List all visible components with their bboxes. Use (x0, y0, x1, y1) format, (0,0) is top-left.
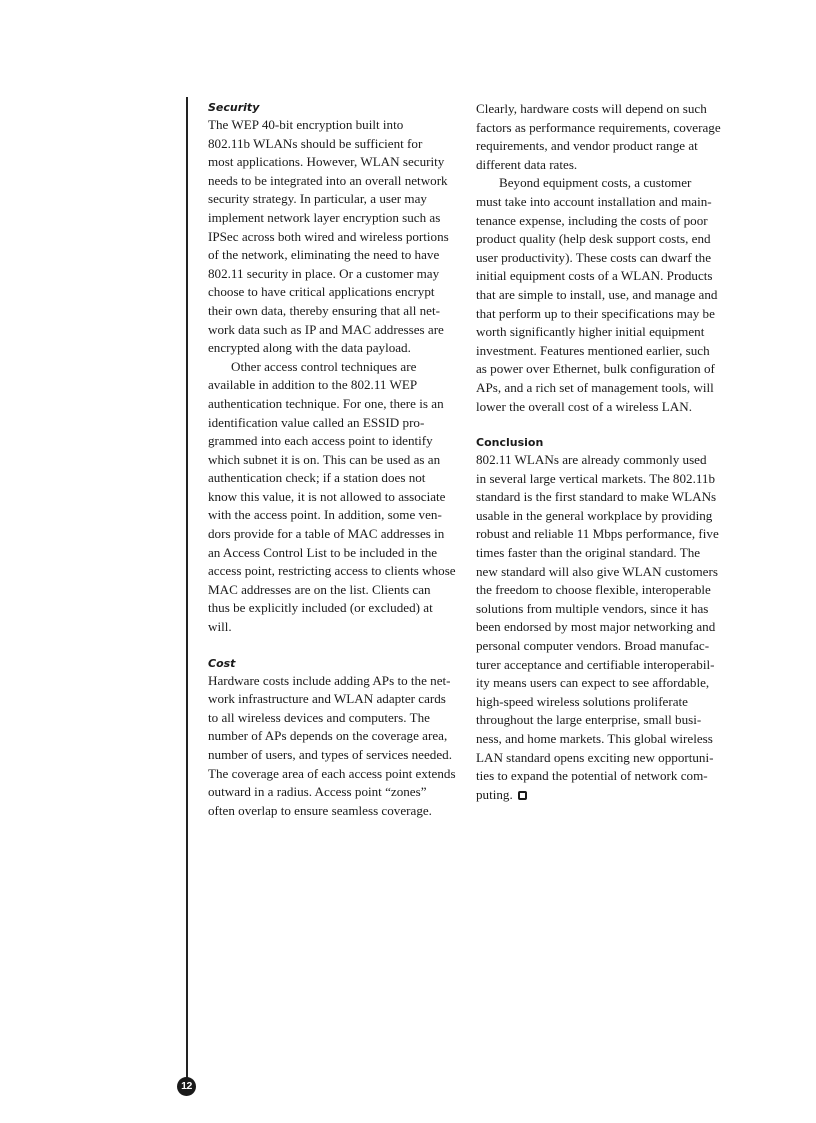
text-line: number of APs depends on the coverage area, (208, 728, 448, 744)
section-gap (476, 416, 730, 435)
text-line: been endorsed by most major networking and (476, 619, 716, 635)
text-line: Other access control techniques are (231, 358, 417, 374)
text-line: authentication technique. For one, there is an (208, 395, 444, 411)
text-line: 802.11b WLANs should be sufficient for (208, 135, 423, 151)
text-line: ties to expand the potential of network com- (476, 768, 708, 784)
text-line: LAN standard opens exciting new opportuni- (476, 749, 714, 765)
text-line: authentication check; if a station does not (208, 470, 426, 486)
text-line: identification value called an ESSID pro- (208, 414, 425, 430)
text-line: lower the overall cost of a wireless LAN. (476, 398, 692, 414)
text-line: outward in a radius. Access point “zones” (208, 784, 427, 800)
text-line: access point, restricting access to clients whose (208, 563, 456, 579)
text-line: product quality (help desk support costs, end (476, 231, 711, 247)
text-line: IPSec across both wired and wireless portions (208, 228, 449, 244)
text-line: 802.11 security in place. Or a customer may (208, 265, 440, 281)
text-line: with the access point. In addition, some ven- (208, 507, 442, 523)
text-line: encrypted along with the data payload. (208, 340, 411, 356)
paragraph (208, 672, 460, 821)
paragraph (476, 451, 730, 804)
text-line: an Access Control List to be included in the (208, 544, 438, 560)
text-line: initial equipment costs of a WLAN. Products (476, 268, 713, 284)
text-line: work data such as IP and MAC addresses are (208, 321, 444, 337)
text-line: often overlap to ensure seamless coverage. (208, 802, 432, 818)
paragraph (208, 116, 460, 358)
cost-heading: Cost (208, 656, 236, 670)
security-section-body (208, 116, 460, 637)
text-line: requirements, and vendor product range at (476, 138, 698, 154)
text-line: robust and reliable 11 Mbps performance, five (476, 526, 719, 542)
text-line: worth significantly higher initial equipment (476, 324, 705, 340)
text-line: that perform up to their specifications may be (476, 305, 715, 321)
text-line: new standard will also give WLAN customers (476, 563, 718, 579)
margin-rule (186, 97, 188, 1092)
text-line: in several large vertical markets. The 802.11b (476, 470, 715, 486)
cost-continued-body (476, 100, 730, 416)
text-line: must take into account installation and main- (476, 193, 712, 209)
text-line: 802.11 WLANs are already commonly used (476, 452, 707, 468)
section-gap (208, 637, 460, 656)
text-line: security strategy. In particular, a user may (208, 191, 427, 207)
text-line: personal computer vendors. Broad manufac- (476, 638, 710, 654)
text-line: know this value, it is not allowed to associate (208, 488, 446, 504)
text-line: The coverage area of each access point extends (208, 765, 456, 781)
text-line: implement network layer encryption such as (208, 209, 441, 225)
text-line: factors as performance requirements, coverage (476, 119, 721, 135)
right-column (476, 100, 730, 804)
text-line: tenance expense, including the costs of poor (476, 212, 708, 228)
text-line: standard is the first standard to make WLANs (476, 489, 717, 505)
text-line: usable in the general workplace by providing (476, 507, 713, 523)
text-line: dors provide for a table of MAC addresses in (208, 526, 445, 542)
text-line: work infrastructure and WLAN adapter cards (208, 691, 446, 707)
paragraph (208, 358, 460, 637)
text-line: Beyond equipment costs, a customer (499, 175, 692, 191)
security-heading: Security (208, 101, 260, 114)
text-line: The WEP 40-bit encryption built into (208, 117, 404, 132)
conclusion-section-body (476, 451, 730, 804)
text-line: solutions from multiple vendors, since it has (476, 600, 709, 616)
text-line: grammed into each access point to identify (208, 433, 433, 449)
text-line: thus be explicitly included (or excluded) at (208, 600, 433, 616)
text-line: that are simple to install, use, and manage and (476, 286, 718, 302)
text-line: times faster than the original standard. The (476, 545, 701, 561)
text-line: APs, and a rich set of management tools, will (476, 379, 714, 395)
text-line: as power over Ethernet, bulk configuration of (476, 361, 715, 377)
paragraph (476, 174, 730, 416)
text-line: needs to be integrated into an overall network (208, 172, 448, 188)
text-line-with-end-mark (476, 786, 730, 805)
page-number: 12 (177, 1077, 196, 1096)
text-line: user productivity). These costs can dwarf the (476, 249, 712, 265)
text-line: available in addition to the 802.11 WEP (208, 377, 418, 393)
text-line: their own data, thereby ensuring that all net- (208, 302, 440, 318)
cost-section-body (208, 672, 460, 821)
text-line: throughout the large enterprise, small busi- (476, 712, 702, 728)
text-line: choose to have critical applications encrypt (208, 284, 435, 300)
left-column (208, 100, 460, 820)
text-line: Clearly, hardware costs will depend on such (476, 101, 707, 116)
paragraph (476, 100, 730, 174)
conclusion-heading: Conclusion (476, 436, 544, 450)
text-line: puting. (476, 786, 513, 802)
text-line: investment. Features mentioned earlier, such (476, 342, 710, 358)
text-line: turer acceptance and certifiable interoperabil- (476, 656, 715, 672)
text-line: the freedom to choose flexible, interoperable (476, 582, 711, 598)
text-line: ity means users can expect to see affordable, (476, 675, 710, 691)
text-line: of the network, eliminating the need to have (208, 247, 440, 263)
text-line: Hardware costs include adding APs to the net- (208, 672, 451, 688)
text-line: ness, and home markets. This global wireless (476, 731, 713, 746)
end-of-article-square-icon (518, 791, 527, 800)
text-line: which subnet it is on. This can be used as an (208, 451, 441, 467)
text-line: number of users, and types of services needed. (208, 747, 452, 762)
text-line: to all wireless devices and computers. The (208, 709, 430, 725)
text-line: most applications. However, WLAN security (208, 154, 445, 170)
text-line: MAC addresses are on the list. Clients can (208, 581, 431, 597)
text-line: will. (208, 619, 232, 635)
text-line: high-speed wireless solutions proliferate (476, 693, 688, 709)
text-line: different data rates. (476, 156, 578, 172)
